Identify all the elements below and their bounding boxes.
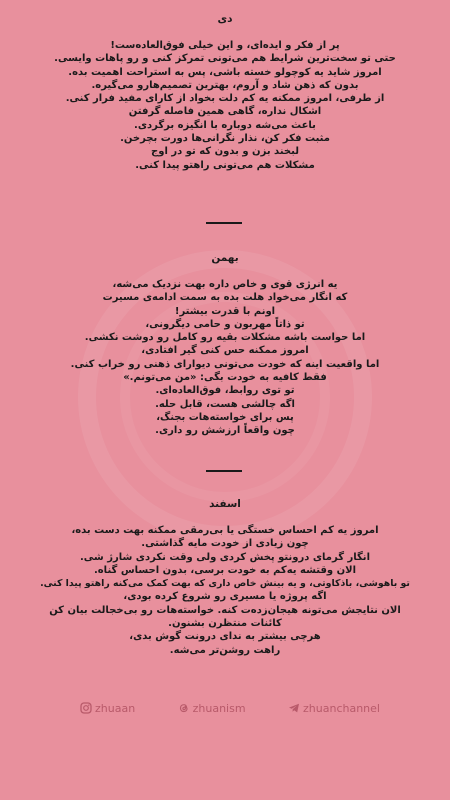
- text-line: که انگار می‌خواد هلت بده به سمت ادامه‌ی مسیرت: [102, 292, 348, 304]
- text-line: الان وقتشه یه‌کم به خودت برسی، بدون احساس گناه.: [93, 564, 357, 576]
- text-line: اما واقعیت اینه که خودت می‌تونی دیوارای ذهنی رو خراب کنی.: [70, 358, 380, 370]
- text-line: کائنات منتظرن بشنون.: [168, 618, 282, 630]
- telegram-handle[interactable]: [288, 702, 380, 715]
- section-esfand: [0, 497, 450, 657]
- instagram-icon: [80, 702, 92, 714]
- telegram-username: zhuanchannel: [303, 701, 380, 715]
- text-line: اگه چالشی هست، قابل حله.: [155, 398, 295, 410]
- text-line: تو ذاتاً مهربون و حامی دیگرونی،: [145, 318, 305, 330]
- text-line: اشکال نداره، گاهی همین فاصله گرفتن: [128, 106, 322, 118]
- section-divider: [206, 470, 242, 472]
- text-line: اما حواست باشه مشکلات بقیه رو کامل رو دوشت نکشی.: [84, 332, 366, 344]
- social-footer: [80, 700, 380, 716]
- text-line: انگار گرمای درونتو پخش کردی ولی وقت نکردی شارژ شی.: [79, 551, 370, 563]
- section-body: [0, 39, 450, 172]
- text-line: پر از فکر و ایده‌ای، و این خیلی فوق‌العاده‌ست!: [110, 40, 340, 51]
- text-line: امروز ممکنه حس کنی گیر افتادی،: [141, 345, 309, 357]
- telegram-icon: [288, 702, 300, 714]
- text-line: یه انرژی قوی و خاص داره بهت نزدیک می‌شه،: [112, 279, 338, 290]
- text-line: راهت روشن‌تر می‌شه.: [169, 644, 281, 656]
- text-line: امروز شاید یه کوچولو خسته باشی، پس به استراحت اهمیت بده.: [68, 66, 382, 78]
- section-body: [0, 278, 450, 438]
- threads-username: zhuanism: [192, 701, 246, 715]
- text-line: بدون که ذهن شاد و آروم، بهترین تصمیم‌هارو می‌گیره.: [91, 79, 359, 91]
- text-line: از طرفی، امروز ممکنه یه کم دلت بخواد از کارای مفید فرار کنی.: [65, 93, 385, 105]
- section-title: اسفند: [209, 498, 241, 510]
- section-title: دی: [217, 13, 233, 25]
- threads-handle[interactable]: [178, 702, 246, 715]
- text-line: تو توی روابط، فوق‌العاده‌ای.: [155, 385, 295, 397]
- text-line: حتی تو سخت‌ترین شرایط هم می‌تونی تمرکز کنی و رو پاهات وایسی.: [54, 53, 396, 65]
- text-line: مشکلات هم می‌تونی راهتو پیدا کنی.: [135, 159, 315, 171]
- instagram-handle[interactable]: [80, 702, 135, 715]
- threads-icon: [178, 702, 190, 714]
- section-dey: [0, 12, 450, 172]
- text-line: پس برای خواسته‌هات بجنگ،: [156, 411, 294, 423]
- section-title: بهمن: [211, 252, 239, 264]
- text-line: باعث می‌شه دوباره با انگیزه برگردی.: [134, 119, 316, 131]
- section-body: [0, 524, 450, 657]
- text-line: اگه پروژه یا مسیری رو شروع کرده بودی،: [123, 591, 327, 603]
- text-line: چون واقعاً ارزشش رو داری.: [155, 425, 295, 437]
- section-bahman: [0, 251, 450, 438]
- text-line: الان نتایجش می‌تونه هیجان‌زده‌ت کنه. خواسته‌هات رو بی‌خجالت بیان کن: [49, 604, 401, 616]
- section-divider: [206, 222, 242, 224]
- text-line: تو باهوشی، باذکاوتی، و یه بینش خاص داری که بهت کمک می‌کنه راهتو پیدا کنی.: [40, 578, 410, 590]
- text-line: اونم با قدرت بیشتر!: [174, 305, 276, 317]
- text-line: مثبت فکر کن، نذار نگرانی‌ها دورت بچرخن.: [120, 133, 330, 145]
- text-line: هرچی بیشتر به ندای درونت گوش بدی،: [129, 631, 321, 643]
- instagram-username: zhuaan: [95, 701, 136, 715]
- text-line: لبخند بزن و بدون که تو در اوج: [151, 146, 299, 158]
- text-line: چون زیادی از خودت مایه گذاشتی.: [141, 538, 309, 550]
- text-line: امروز یه کم احساس خستگی یا بی‌رمقی ممکنه بهت دست بده،: [71, 525, 379, 536]
- text-line: فقط کافیه به خودت بگی: «من می‌تونم.»: [123, 372, 327, 384]
